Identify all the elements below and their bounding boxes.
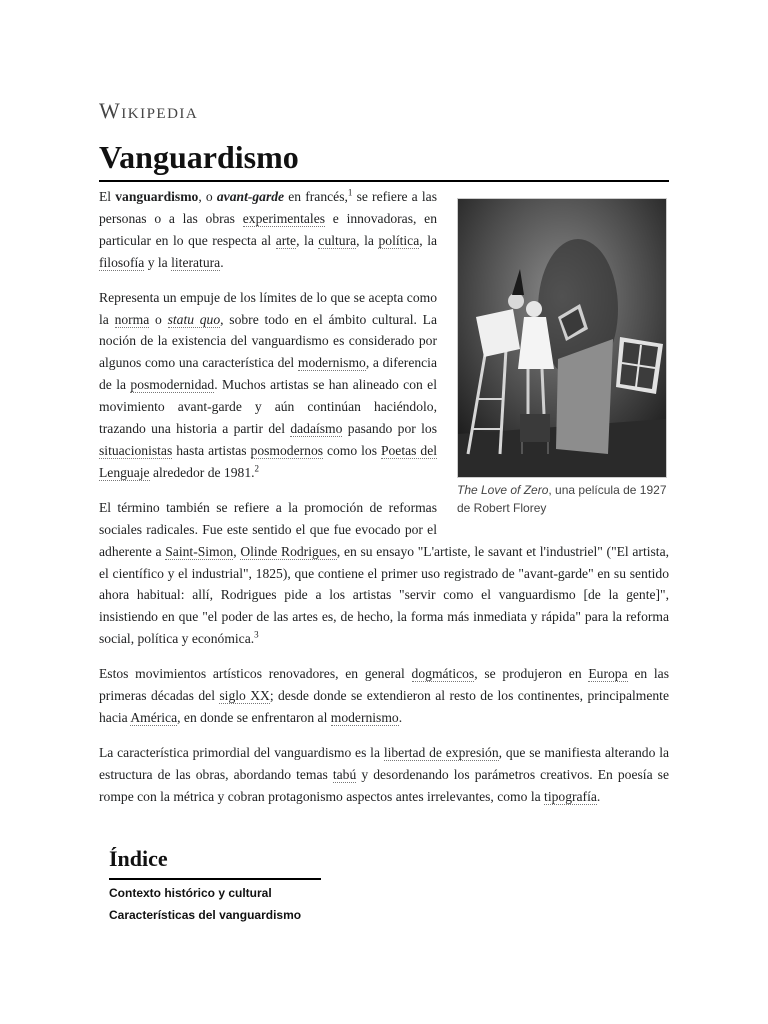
text-run: e innovadoras, en particular en lo que respecta al [99, 210, 437, 248]
caption-film-title[interactable]: The Love of Zero [457, 483, 549, 497]
article-link[interactable]: dadaísmo [290, 421, 343, 437]
paragraph [99, 663, 669, 729]
text-run: , la [296, 232, 319, 248]
toc-list [109, 882, 301, 926]
text-run: se refiere a las personas o a las obras [99, 189, 437, 226]
article-link[interactable]: Saint-Simon [165, 543, 234, 559]
text-run: Representa un empuje de los límites de lo que se acepta como la [99, 289, 437, 327]
article-link[interactable]: libertad de expresión [383, 744, 499, 760]
toc-title: Índice [109, 846, 321, 880]
article-body [99, 186, 669, 821]
article-link[interactable]: América [130, 709, 178, 725]
article-link[interactable]: tabú [332, 766, 357, 782]
text-run: pasando por los [342, 421, 437, 437]
text-run: hasta artistas [172, 442, 251, 458]
text-run: , o [198, 189, 217, 204]
text-run: El término también se refiere a la promoción de reformas sociales radicales. Fue este sentido el que fue evocado por el adherente a [99, 499, 437, 559]
text-run: alrededor de 1981. [149, 464, 255, 480]
toc-item-contexto[interactable]: Contexto histórico y cultural [109, 886, 272, 900]
wikipedia-logo[interactable]: Wikipedia [99, 98, 199, 123]
article-link[interactable]: norma [114, 311, 150, 327]
text-run: . [398, 709, 403, 725]
article-link[interactable]: literatura [171, 254, 221, 270]
text-run: Estos movimientos artísticos renovadores, en general [99, 666, 412, 682]
reference-link[interactable]: 3 [254, 629, 259, 640]
text-run: La característica primordial del vanguardismo es la [99, 744, 384, 760]
article-link[interactable]: cultura [318, 232, 357, 248]
article-link[interactable]: Olinde Rodrigues [240, 543, 337, 559]
text-run: El [99, 189, 116, 204]
text-run: , que se manifiesta alterando la estructura de las obras, abordando temas [99, 744, 670, 782]
infobox [457, 198, 669, 517]
article-link[interactable]: dogmáticos [411, 666, 475, 682]
article-link[interactable]: posmodernidad [130, 377, 215, 393]
text-run: avant-garde [216, 189, 285, 204]
reference-link[interactable]: 2 [254, 463, 260, 474]
article-link[interactable]: posmodernos [250, 442, 324, 458]
text-run: como los [323, 442, 381, 458]
text-run: , en donde se enfrentaron al [177, 709, 331, 725]
text-run: , en su ensayo "L'artiste, le savant et l'industriel" ("El artista, el científico y el industrial", 1825), que contiene el primer uso registrado de "avant-garde" en su sentido ahora habitual: allí, Rodrigues pide a los artistas "servir como el vanguardismo [de la gente]", insistiendo en que "el poder de las artes es, de hecho, la forma más inmediata y rápida" para la reforma social, política y económica. [99, 543, 670, 647]
article-link[interactable]: Poetas del Lenguaje [99, 442, 437, 480]
article-link[interactable]: modernismo [297, 355, 366, 371]
article-link[interactable]: Europa [588, 666, 628, 682]
article-link[interactable]: política [378, 232, 420, 248]
image-caption [457, 481, 669, 517]
article-link[interactable]: modernismo [330, 709, 399, 725]
article-link[interactable]: arte [275, 232, 297, 248]
toc-item-caracteristicas[interactable]: Características del vanguardismo [109, 908, 302, 922]
text-run: , sobre todo en el ámbito cultural. La noción de la existencia del vanguardismo es considerado por algunos como una característica del [99, 311, 438, 371]
text-run: , se produjeron en [474, 666, 589, 682]
paragraph [99, 497, 669, 650]
article-link[interactable]: tipografía [544, 788, 597, 804]
caption-text: , una película de 1927 de Robert Florey [457, 483, 667, 515]
film-still-image[interactable] [457, 198, 667, 478]
text-run: o [149, 311, 168, 327]
article-link[interactable]: statu quo [167, 311, 221, 327]
article-link[interactable]: filosofía [99, 254, 145, 270]
text-run: , a diferencia de la [99, 355, 437, 393]
text-run: . Muchos artistas se han alineado con el movimiento avant-garde y aún continúan haciéndolo, trazando una historia a partir del [99, 377, 437, 437]
article-link[interactable]: situacionistas [99, 442, 173, 458]
article-link[interactable]: experimentales [242, 210, 326, 226]
text-run: en las primeras décadas del [99, 666, 669, 704]
text-run: . [596, 788, 601, 804]
page-title: Vanguardismo [99, 140, 669, 182]
reference-link[interactable]: 1 [347, 187, 353, 198]
text-run: en francés, [284, 189, 348, 204]
text-run: vanguardismo [115, 189, 199, 204]
text-run: , [233, 543, 241, 559]
text-run: , la [356, 232, 379, 248]
text-run: ; desde donde se extendieron al resto de los continentes, principalmente hacia [99, 688, 669, 725]
text-run: y desordenando los parámetros creativos. En poesía se rompe con la métrica y cobran protagonismo aspectos antes irrelevantes, como la [99, 766, 669, 804]
text-run: . [220, 254, 224, 270]
article-link[interactable]: siglo XX [219, 688, 270, 704]
text-run: , la [419, 232, 438, 248]
text-run: y la [144, 254, 172, 270]
paragraph [99, 742, 669, 808]
